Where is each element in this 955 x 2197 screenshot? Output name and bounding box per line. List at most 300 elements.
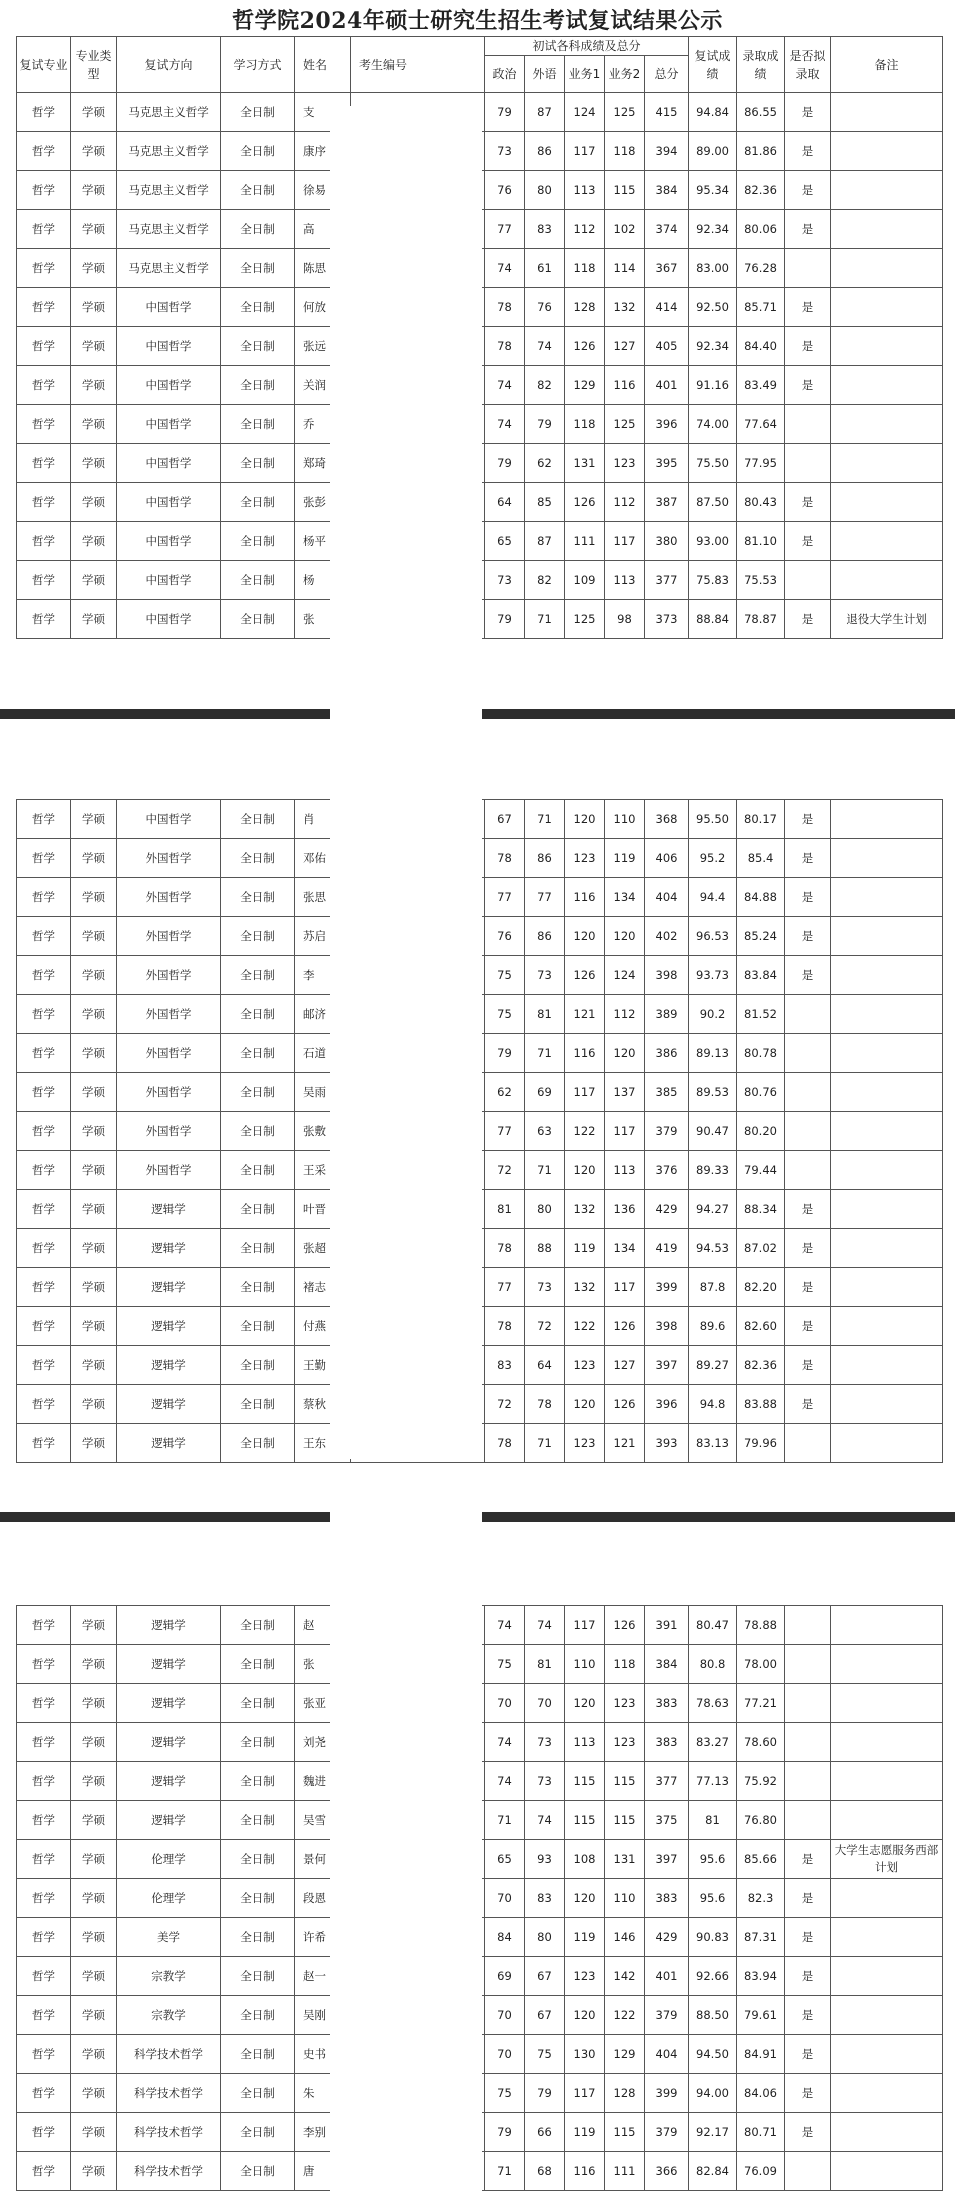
table-cell: 92.34 [689,327,737,366]
table-cell [831,1801,943,1840]
table-cell [785,405,831,444]
table-cell: 76.28 [737,249,785,288]
table-cell: 外国哲学 [117,1151,221,1190]
table-cell: 乔 [295,405,351,444]
table-cell: 哲学 [17,956,71,995]
table-cell [831,1645,943,1684]
table-cell: 哲学 [17,1190,71,1229]
table-cell: 83.00 [689,249,737,288]
table-cell [831,1957,943,1996]
table-cell: 全日制 [221,917,295,956]
table-cell: 学硕 [71,2035,117,2074]
table-cell: 119 [605,839,645,878]
table-cell: 71 [485,1801,525,1840]
table-cell [831,132,943,171]
table-cell: 外国哲学 [117,1034,221,1073]
table-cell: 72 [485,1151,525,1190]
table-cell: 78.88 [737,1606,785,1645]
table-cell: 全日制 [221,93,295,132]
page-title: 哲学院2024年硕士研究生招生考试复试结果公示 [232,8,723,34]
table-cell: 是 [785,2035,831,2074]
table-cell: 是 [785,366,831,405]
table-cell: 84.06 [737,2074,785,2113]
table-cell: 全日制 [221,483,295,522]
table-cell: 70 [485,2035,525,2074]
table-cell: 88.50 [689,1996,737,2035]
table-cell [831,522,943,561]
table-cell: 90.47 [689,1112,737,1151]
table-cell: 哲学 [17,2074,71,2113]
table-cell: 赵一 [295,1957,351,1996]
table-cell: 80.17 [737,800,785,839]
table-cell: 是 [785,171,831,210]
table-cell: 73 [525,956,565,995]
table-cell: 73 [525,1723,565,1762]
table-cell [831,1151,943,1190]
table-cell: 是 [785,1307,831,1346]
table-cell: 406 [645,839,689,878]
table-cell: 全日制 [221,1151,295,1190]
table-cell: 外国哲学 [117,917,221,956]
table-cell: 哲学 [17,1723,71,1762]
table-cell: 81 [689,1801,737,1840]
table-cell: 74 [485,1606,525,1645]
table-cell [785,2152,831,2191]
table-cell: 88.34 [737,1190,785,1229]
table-cell: 哲学 [17,839,71,878]
table-cell: 74 [525,1606,565,1645]
table-cell: 376 [645,1151,689,1190]
table-cell: 80 [525,171,565,210]
table-cell: 368 [645,800,689,839]
table-cell: 125 [605,93,645,132]
table-cell: 哲学 [17,1151,71,1190]
table-cell: 118 [605,1645,645,1684]
table-cell: 116 [565,878,605,917]
table-cell: 全日制 [221,444,295,483]
table-cell [785,1073,831,1112]
table-cell: 69 [485,1957,525,1996]
table-cell: 61 [525,249,565,288]
table-cell: 113 [565,1723,605,1762]
table-cell: 94.27 [689,1190,737,1229]
table-cell: 景何 [295,1840,351,1879]
table-cell: 是 [785,1879,831,1918]
table-cell: 109 [565,561,605,600]
table-cell: 哲学 [17,1762,71,1801]
table-cell [831,405,943,444]
table-cell: 哲学 [17,2035,71,2074]
table-cell: 全日制 [221,249,295,288]
table-cell: 73 [485,561,525,600]
table-cell: 逻辑学 [117,1723,221,1762]
table-cell: 是 [785,1957,831,1996]
table-cell: 83.84 [737,956,785,995]
table-cell: 哲学 [17,405,71,444]
table-cell: 学硕 [71,1801,117,1840]
table-cell [785,1424,831,1463]
table-cell: 是 [785,839,831,878]
table-cell: 87.50 [689,483,737,522]
table-cell: 哲学 [17,1307,71,1346]
table-cell: 邮济 [295,995,351,1034]
table-cell: 69 [525,1073,565,1112]
table-cell: 384 [645,1645,689,1684]
table-cell: 102 [605,210,645,249]
table-cell: 79.61 [737,1996,785,2035]
header-cell: 专业类型 [71,37,117,93]
table-cell: 逻辑学 [117,1645,221,1684]
header-cell: 是否拟录取 [785,37,831,93]
table-cell: 81.52 [737,995,785,1034]
table-cell: 119 [565,1229,605,1268]
table-cell: 马克思主义哲学 [117,249,221,288]
table-cell: 379 [645,1996,689,2035]
table-cell: 哲学 [17,249,71,288]
header-cell: 业务2 [605,56,645,93]
table-cell: 84.88 [737,878,785,917]
table-cell: 131 [565,444,605,483]
table-cell: 伦理学 [117,1879,221,1918]
table-cell: 117 [565,132,605,171]
table-cell: 73 [485,132,525,171]
table-cell: 123 [565,839,605,878]
table-cell [831,1112,943,1151]
table-cell: 113 [605,561,645,600]
table-cell: 学硕 [71,405,117,444]
table-cell: 77 [485,210,525,249]
table-cell: 74 [485,1762,525,1801]
table-cell: 92.66 [689,1957,737,1996]
table-cell: 119 [565,1918,605,1957]
table-cell: 全日制 [221,405,295,444]
table-cell [831,2113,943,2152]
table-cell: 学硕 [71,1840,117,1879]
table-cell: 75.50 [689,444,737,483]
table-cell: 许希 [295,1918,351,1957]
table-cell: 支 [295,93,351,132]
table-cell: 86 [525,917,565,956]
table-cell: 80.76 [737,1073,785,1112]
table-cell: 全日制 [221,1996,295,2035]
table-cell: 67 [525,1957,565,1996]
table-cell: 116 [565,1034,605,1073]
table-cell: 哲学 [17,1996,71,2035]
table-cell: 66 [525,2113,565,2152]
table-cell: 383 [645,1723,689,1762]
table-cell: 87.31 [737,1918,785,1957]
table-cell: 399 [645,2074,689,2113]
table-cell [831,800,943,839]
table-cell: 396 [645,1385,689,1424]
table-cell: 62 [525,444,565,483]
table-cell: 65 [485,1840,525,1879]
table-cell: 78 [485,1229,525,1268]
table-cell: 全日制 [221,1073,295,1112]
table-cell: 学硕 [71,917,117,956]
table-cell: 117 [565,2074,605,2113]
table-cell: 学硕 [71,1424,117,1463]
table-cell: 79.44 [737,1151,785,1190]
table-cell: 75 [485,1645,525,1684]
table-cell: 褚志 [295,1268,351,1307]
table-cell: 76.80 [737,1801,785,1840]
table-cell: 学硕 [71,327,117,366]
table-cell: 80.78 [737,1034,785,1073]
table-cell: 429 [645,1918,689,1957]
table-cell: 88.84 [689,600,737,639]
table-cell: 全日制 [221,1840,295,1879]
table-cell: 全日制 [221,1229,295,1268]
table-cell: 87 [525,522,565,561]
table-cell: 外国哲学 [117,995,221,1034]
table-cell: 中国哲学 [117,444,221,483]
table-cell: 81.86 [737,132,785,171]
table-cell: 115 [565,1801,605,1840]
table-cell: 116 [565,2152,605,2191]
header-cell: 外语 [525,56,565,93]
table-cell: 郑琦 [295,444,351,483]
table-cell: 113 [565,171,605,210]
table-cell: 叶晋 [295,1190,351,1229]
table-cell: 逻辑学 [117,1762,221,1801]
table-cell: 吴雨 [295,1073,351,1112]
table-cell: 67 [485,800,525,839]
table-cell: 72 [485,1385,525,1424]
table-cell: 全日制 [221,1606,295,1645]
table-cell: 赵 [295,1606,351,1645]
table-cell: 121 [605,1424,645,1463]
table-cell: 84.40 [737,327,785,366]
table-cell: 70 [485,1879,525,1918]
table-cell: 79 [525,2074,565,2113]
table-cell: 395 [645,444,689,483]
table-cell: 哲学 [17,1268,71,1307]
table-cell: 中国哲学 [117,366,221,405]
table-cell: 95.34 [689,171,737,210]
table-cell: 80.47 [689,1606,737,1645]
table-cell: 83 [485,1346,525,1385]
table-cell: 74 [485,405,525,444]
table-cell: 383 [645,1879,689,1918]
table-cell: 学硕 [71,210,117,249]
table-cell: 是 [785,1268,831,1307]
table-cell [831,1073,943,1112]
table-cell: 78.63 [689,1684,737,1723]
table-cell: 94.4 [689,878,737,917]
table-cell [785,1112,831,1151]
table-cell: 哲学 [17,1346,71,1385]
table-cell: 是 [785,2074,831,2113]
table-cell: 外国哲学 [117,839,221,878]
table-cell: 学硕 [71,1996,117,2035]
table-cell: 外国哲学 [117,1073,221,1112]
table-cell: 130 [565,2035,605,2074]
table-cell: 65 [485,522,525,561]
table-cell: 112 [605,483,645,522]
table-cell [831,2074,943,2113]
table-cell: 学硕 [71,483,117,522]
table-cell: 学硕 [71,1307,117,1346]
table-cell: 89.00 [689,132,737,171]
header-cell: 姓名 [295,37,351,93]
table-cell: 全日制 [221,1424,295,1463]
header-cell: 业务1 [565,56,605,93]
table-cell: 79 [525,405,565,444]
table-cell: 大学生志愿服务西部计划 [831,1840,943,1879]
table-cell: 75.92 [737,1762,785,1801]
header-group-cell: 初试各科成绩及总分 [485,37,689,56]
table-cell: 82.84 [689,2152,737,2191]
table-cell: 81 [525,1645,565,1684]
table-cell [831,1606,943,1645]
table-cell: 哲学 [17,800,71,839]
table-cell [831,1229,943,1268]
table-cell: 马克思主义哲学 [117,210,221,249]
table-cell: 全日制 [221,878,295,917]
table-cell: 114 [605,249,645,288]
table-cell [831,1268,943,1307]
table-cell: 71 [525,800,565,839]
table-cell: 113 [605,1151,645,1190]
table-cell: 学硕 [71,132,117,171]
table-cell: 96.53 [689,917,737,956]
table-cell: 付燕 [295,1307,351,1346]
table-cell: 117 [605,1268,645,1307]
table-cell: 74 [485,1723,525,1762]
table-cell: 92.34 [689,210,737,249]
table-cell [831,444,943,483]
table-cell: 哲学 [17,600,71,639]
table-cell: 学硕 [71,1385,117,1424]
table-cell: 80.71 [737,2113,785,2152]
table-cell: 邓佑 [295,839,351,878]
table-cell: 王勤 [295,1346,351,1385]
table-cell: 张超 [295,1229,351,1268]
table-cell: 380 [645,522,689,561]
table-cell: 徐易 [295,171,351,210]
table-cell: 学硕 [71,1229,117,1268]
table-cell: 137 [605,1073,645,1112]
table-cell: 118 [565,405,605,444]
table-cell: 405 [645,327,689,366]
table-cell: 哲学 [17,1918,71,1957]
table-cell: 张 [295,1645,351,1684]
table-cell: 78.60 [737,1723,785,1762]
table-cell: 74 [485,249,525,288]
table-cell: 全日制 [221,1957,295,1996]
table-cell: 何放 [295,288,351,327]
table-cell [831,2035,943,2074]
table-cell: 伦理学 [117,1840,221,1879]
table-cell: 学硕 [71,1606,117,1645]
table-cell: 是 [785,878,831,917]
table-cell: 哲学 [17,1229,71,1268]
table-cell: 118 [565,249,605,288]
table-cell: 全日制 [221,600,295,639]
header-row [17,37,943,56]
header-cell: 政治 [485,56,525,93]
table-cell: 78 [485,839,525,878]
table-cell: 120 [605,1034,645,1073]
table-cell: 83.13 [689,1424,737,1463]
table-cell: 79 [485,600,525,639]
table-cell: 87.8 [689,1268,737,1307]
redaction-mask [330,106,482,646]
table-cell: 逻辑学 [117,1307,221,1346]
table-cell: 中国哲学 [117,561,221,600]
table-cell: 73 [525,1268,565,1307]
table-cell: 402 [645,917,689,956]
table-cell: 126 [565,327,605,366]
table-cell: 111 [605,2152,645,2191]
table-cell: 李 [295,956,351,995]
table-cell: 77.21 [737,1684,785,1723]
table-cell [831,93,943,132]
table-cell: 92.50 [689,288,737,327]
table-cell: 哲学 [17,917,71,956]
table-cell: 中国哲学 [117,800,221,839]
header-cell: 备注 [831,37,943,93]
table-cell: 外国哲学 [117,878,221,917]
table-cell: 64 [525,1346,565,1385]
table-cell: 76 [525,288,565,327]
table-cell: 95.2 [689,839,737,878]
table-cell: 逻辑学 [117,1684,221,1723]
table-cell: 哲学 [17,93,71,132]
table-cell: 全日制 [221,2074,295,2113]
table-cell [785,561,831,600]
table-cell: 94.8 [689,1385,737,1424]
table-cell: 76.09 [737,2152,785,2191]
table-cell [831,878,943,917]
table-cell: 92.17 [689,2113,737,2152]
table-cell: 89.53 [689,1073,737,1112]
table-cell: 全日制 [221,1112,295,1151]
table-cell: 学硕 [71,1879,117,1918]
table-cell: 78 [485,288,525,327]
table-cell [831,327,943,366]
table-cell: 127 [605,327,645,366]
table-cell: 全日制 [221,1723,295,1762]
table-cell: 90.83 [689,1918,737,1957]
table-cell: 397 [645,1840,689,1879]
table-cell: 哲学 [17,444,71,483]
table-cell: 82.20 [737,1268,785,1307]
table-cell: 学硕 [71,249,117,288]
table-cell [831,995,943,1034]
table-cell: 唐 [295,2152,351,2191]
header-cell: 总分 [645,56,689,93]
table-cell: 哲学 [17,1424,71,1463]
table-cell [831,288,943,327]
table-cell: 64 [485,483,525,522]
table-cell: 76 [485,171,525,210]
table-cell: 是 [785,210,831,249]
table-cell: 学硕 [71,1723,117,1762]
table-cell: 386 [645,1034,689,1073]
table-cell: 哲学 [17,366,71,405]
table-cell: 75.83 [689,561,737,600]
table-cell: 张亚 [295,1684,351,1723]
table-cell: 83.88 [737,1385,785,1424]
table-cell: 86 [525,839,565,878]
table-cell: 全日制 [221,956,295,995]
table-cell: 学硕 [71,1190,117,1229]
table-cell: 399 [645,1268,689,1307]
table-cell: 125 [605,405,645,444]
table-cell: 全日制 [221,171,295,210]
